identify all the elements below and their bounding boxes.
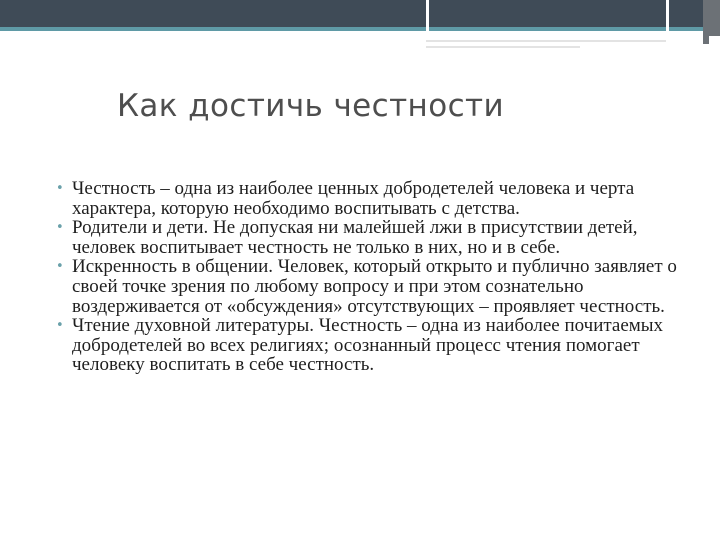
slide-title: Как достичь честности (117, 88, 505, 124)
bullet-text: Искренность в общении. Человек, который открыто и публично заявляет о своей точке зрения по любому вопросу и при этом сознательно воздерживается от «обсуждения» отсутствующих – проявляет честность. (72, 256, 677, 317)
bullet-icon: • (56, 220, 64, 236)
header-divider (666, 0, 669, 44)
bullet-icon: • (56, 318, 64, 334)
header-band (0, 0, 720, 27)
bullet-text: Честность – одна из наиболее ценных добродетелей человека и черта характера, которую необходимо воспитывать с детства. (72, 178, 635, 219)
header-divider (426, 0, 429, 44)
header-thin-line (426, 40, 666, 42)
bullet-item (56, 179, 684, 218)
bullet-text: Родители и дети. Не допуская ни малейшей лжи в присутствии детей, человек воспитывает честность не только в них, но и в себе. (72, 217, 638, 258)
bullet-list (56, 179, 684, 375)
header-corner-notch (709, 36, 720, 44)
bullet-icon: • (56, 259, 64, 275)
header-accent-stripe (0, 27, 720, 31)
bullet-item (56, 218, 684, 257)
bullet-text: Чтение духовной литературы. Честность – одна из наиболее почитаемых добродетелей во всех религиях; осознанный процесс чтения помогает человеку воспитать в себе честность. (72, 315, 664, 376)
header-thin-line (426, 46, 580, 48)
bullet-item (56, 257, 684, 316)
bullet-item (56, 316, 684, 375)
bullet-icon: • (56, 181, 64, 196)
